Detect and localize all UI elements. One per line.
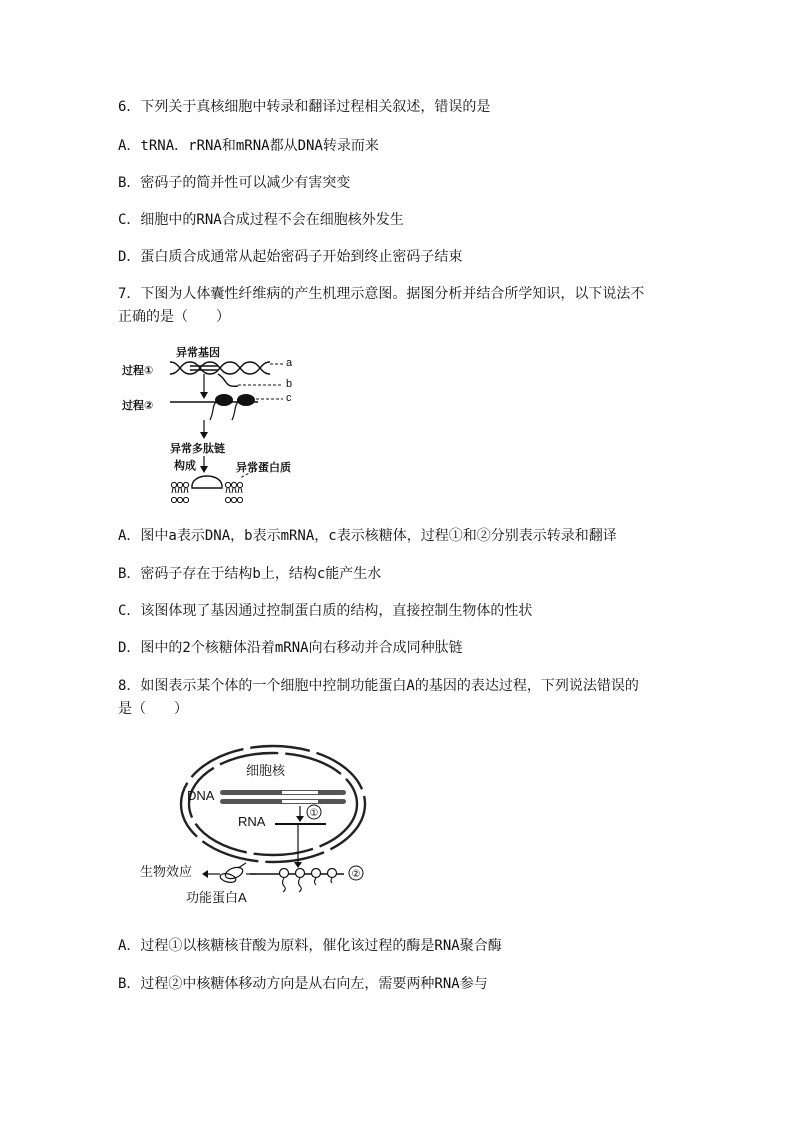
arrow-down-icon bbox=[294, 862, 302, 868]
arrow-down-icon bbox=[200, 466, 208, 473]
abnormal-protein-shape bbox=[192, 476, 222, 488]
step1-marker: ① bbox=[309, 808, 319, 819]
q6-option-d: D．蛋白质合成通常从起始密码子开始到终止密码子结束 bbox=[118, 249, 463, 265]
q7-option-b: B．密码子存在于结构b上，结构c能产生水 bbox=[118, 566, 382, 582]
phospholipid-head bbox=[237, 482, 242, 487]
phospholipid-head bbox=[177, 497, 182, 502]
label-a: a bbox=[286, 357, 293, 369]
dna-double-strand bbox=[220, 790, 346, 804]
label-c: c bbox=[286, 392, 292, 404]
step2-marker: ② bbox=[351, 869, 361, 880]
phospholipid-tail bbox=[238, 488, 242, 493]
q8-option-b: B．过程②中核糖体移动方向是从右向左，需要两种RNA参与 bbox=[118, 976, 488, 992]
process1-label: 过程① bbox=[122, 365, 154, 377]
functional-protein-a-shape bbox=[219, 863, 246, 884]
nucleus-label: 细胞核 bbox=[246, 763, 286, 778]
q6-option-c: C．细胞中的RNA合成过程不会在细胞核外发生 bbox=[118, 212, 404, 228]
phospholipid-head bbox=[171, 497, 176, 502]
phospholipid-tail bbox=[184, 488, 188, 493]
phospholipid-tail bbox=[226, 488, 230, 493]
arrow-left-icon bbox=[202, 870, 208, 878]
constitutes-label: 构成 bbox=[174, 460, 196, 472]
q8-stem-line1: 8．如图表示某个体的一个细胞中控制功能蛋白A的基因的表达过程，下列说法错误的 bbox=[118, 678, 639, 694]
phospholipid-head bbox=[171, 482, 176, 487]
bio-effect-label: 生物效应 bbox=[140, 864, 193, 879]
ribosome-1 bbox=[215, 394, 233, 406]
abnormal-polypeptide-label: 异常多肽链 bbox=[170, 443, 225, 455]
leader-lines bbox=[238, 364, 283, 478]
phospholipid-head bbox=[183, 497, 188, 502]
phospholipid-head bbox=[225, 497, 230, 502]
q8-stem-line2: 是（ ） bbox=[118, 701, 188, 717]
rna-label: RNA bbox=[238, 814, 266, 829]
process2-label: 过程② bbox=[122, 400, 154, 412]
phospholipid-head bbox=[231, 482, 236, 487]
q7-option-d: D．图中的2个核糖体沿着mRNA向右移动并合成同种肽链 bbox=[118, 640, 463, 656]
q6-stem: 6．下列关于真核细胞中转录和翻译过程相关叙述，错误的是 bbox=[118, 99, 491, 115]
q6-option-b: B．密码子的简并性可以减少有害突变 bbox=[118, 175, 351, 191]
label-b: b bbox=[286, 378, 293, 390]
phospholipid-head bbox=[231, 497, 236, 502]
phospholipid-head bbox=[225, 482, 230, 487]
ribosomes bbox=[280, 869, 337, 878]
ribosome-2 bbox=[237, 394, 255, 406]
cell-membrane bbox=[171, 476, 242, 503]
q7-stem-line2: 正确的是（ ） bbox=[118, 309, 230, 325]
q7-cystic-fibrosis-diagram bbox=[118, 340, 318, 515]
mrna-strand bbox=[218, 374, 238, 386]
functional-protein-label: 功能蛋白A bbox=[186, 890, 247, 905]
phospholipid-tail bbox=[232, 488, 236, 493]
polypeptide-chains bbox=[283, 878, 333, 892]
abnormal-protein-label: 异常蛋白质 bbox=[236, 462, 291, 474]
phospholipid-tail bbox=[178, 488, 182, 493]
dna-label: DNA bbox=[187, 788, 215, 803]
phospholipid-tail bbox=[172, 488, 176, 493]
abnormal-gene-label: 异常基因 bbox=[176, 347, 220, 359]
arrow-down-icon bbox=[200, 432, 208, 439]
arrow-down-icon bbox=[200, 392, 208, 399]
arrow-down-icon bbox=[296, 816, 304, 822]
dna-helix bbox=[170, 362, 270, 374]
q7-option-c: C．该图体现了基因通过控制蛋白质的结构，直接控制生物体的性状 bbox=[118, 603, 533, 619]
q7-option-a: A．图中a表示DNA，b表示mRNA，c表示核糖体，过程①和②分别表示转录和翻译 bbox=[118, 528, 617, 544]
phospholipid-head bbox=[183, 482, 188, 487]
q8-gene-expression-diagram bbox=[130, 740, 390, 910]
phospholipid-head bbox=[177, 482, 182, 487]
q6-option-a: A．tRNA．rRNA和mRNA都从DNA转录而来 bbox=[118, 138, 379, 154]
q7-stem-line1: 7．下图为人体囊性纤维病的产生机理示意图。据图分析并结合所学知识，以下说法不 bbox=[118, 286, 645, 302]
phospholipid-head bbox=[237, 497, 242, 502]
q8-option-a: A．过程①以核糖核苷酸为原料，催化该过程的酶是RNA聚合酶 bbox=[118, 938, 502, 954]
